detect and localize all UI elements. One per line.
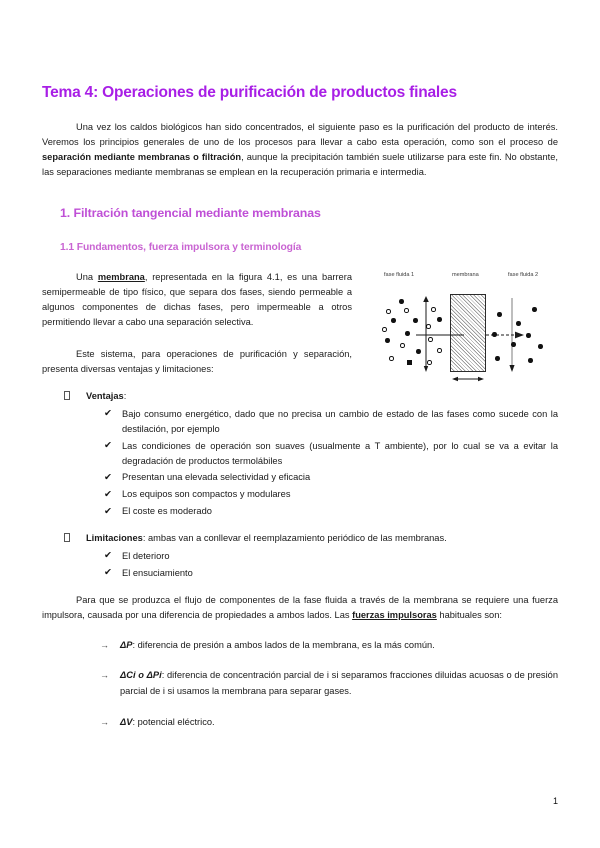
particle-dot — [382, 327, 387, 332]
particle-dot — [407, 360, 412, 365]
particle-dot — [538, 344, 543, 349]
particle-dot — [400, 343, 405, 348]
list-item-ventajas — [64, 389, 558, 519]
advantage-text: Bajo consumo energético, dado que no precisa un cambio de estado de las fases como sucede con la destilación, por ejemplo — [122, 408, 558, 434]
advantage-text: Los equipos son compactos y modulares — [122, 489, 291, 500]
particle-dot — [437, 317, 442, 322]
system-paragraph: Este sistema, para operaciones de purificación y separación, presenta diversas ventajas y limitaciones: — [42, 348, 352, 375]
check-bullet-icon: ✔ — [104, 505, 112, 517]
particle-dot — [426, 324, 431, 329]
list-item — [100, 715, 558, 731]
list-item — [104, 487, 558, 502]
square-bullet-icon — [64, 533, 70, 542]
particle-dot — [385, 338, 390, 343]
limitation-text: El deterioro — [122, 550, 170, 561]
advantage-text: El coste es moderado — [122, 506, 212, 517]
particle-dot — [416, 349, 421, 354]
limitaciones-rest: : ambas van a conllevar el reemplazamiento periódico de las membranas. — [142, 533, 447, 544]
arrow-bullet-icon: → — [100, 716, 109, 727]
list-item-limitaciones — [64, 531, 558, 581]
check-bullet-icon: ✔ — [104, 408, 112, 420]
limitation-text: El ensuciamiento — [122, 567, 193, 578]
limitaciones-label: Limitaciones — [86, 533, 143, 544]
arrow-bullet-icon: → — [100, 639, 109, 650]
particle-dot — [413, 318, 418, 323]
figure-body — [380, 286, 566, 386]
force-description: : potencial eléctrico. — [132, 716, 215, 727]
advantages-limitations-list — [42, 389, 558, 581]
particle-dot — [405, 331, 410, 336]
list-item — [104, 549, 558, 564]
list-item — [104, 470, 558, 485]
flow-direction-arrow-icon — [416, 331, 528, 339]
square-bullet-icon — [64, 391, 70, 400]
driving-forces-paragraph — [42, 593, 558, 623]
force-symbol: ΔCi o ΔPi — [120, 670, 162, 681]
force-symbol: ΔV — [120, 716, 133, 727]
left-column-text — [42, 270, 352, 377]
fuerzas-impulsoras-term: fuerzas impulsoras — [352, 609, 437, 620]
particle-dot — [516, 321, 521, 326]
force-description: : diferencia de concentración parcial de i si separamos fracciones diluidas acuosas o de presión parcial de i si usamos la membrana para separar gases. — [120, 670, 558, 696]
figure-4-1-membrane-diagram — [380, 272, 566, 390]
ventajas-label: Ventajas — [86, 391, 124, 402]
figure-label-membrana: membrana — [452, 272, 479, 278]
membrane-thickness-arrow-icon — [450, 376, 486, 384]
particle-dot — [528, 358, 533, 363]
ventajas-colon: : — [123, 391, 127, 402]
page-number: 1 — [552, 796, 558, 806]
particle-dot — [386, 309, 391, 314]
particle-dot — [492, 332, 497, 337]
figure-label-fase-fluida-2: fase fluida 2 — [508, 272, 539, 278]
particle-dot — [389, 356, 394, 361]
driving-forces-list — [42, 638, 558, 730]
force-symbol: ΔP — [120, 639, 133, 650]
check-bullet-icon: ✔ — [104, 488, 112, 500]
check-bullet-icon: ✔ — [104, 471, 112, 483]
advantage-text: Las condiciones de operación son suaves (usualmente a T ambiente), por lo cual se va a evitar la degradación de productos termolábiles — [122, 440, 558, 466]
check-bullet-icon: ✔ — [104, 550, 112, 562]
membrana-term: membrana — [97, 271, 145, 282]
list-item — [104, 439, 558, 469]
list-item — [104, 504, 558, 519]
driving-text-part2: habituales son: — [436, 609, 502, 620]
particle-dot — [437, 348, 442, 353]
subsection-heading-1-1: 1.1 Fundamentos, fuerza impulsora y terminología — [60, 241, 302, 253]
check-bullet-icon: ✔ — [104, 567, 112, 579]
intro-text-part2: , aunque la precipitación también suele utilizarse para este fin. No obstante, las separaciones mediante membranas se emplean en la recuperación primaria e intermedia. — [42, 151, 558, 177]
driving-text-part1: Para que se produzca el flujo de componentes de la fase fluida a través de la membrana se requiere una fuerza impulsora, causada por una diferencia de propiedades a ambos lados. Las — [42, 594, 558, 620]
figure-label-fase-fluida-1: fase fluida 1 — [384, 272, 415, 278]
list-item — [100, 638, 558, 654]
particle-dot — [391, 318, 396, 323]
intro-paragraph — [42, 120, 558, 180]
particle-dot — [399, 299, 404, 304]
particle-dot — [428, 337, 433, 342]
membrane-text-part2: , representada en la figura 4.1, es una barrera semipermeable de tipo físico, que separa dos fases, siendo permeable a algunos componentes de dichas fases, pero impermeable a otros permitiendo llevar a cabo una separación selectiva. — [42, 271, 352, 327]
particle-dot — [431, 307, 436, 312]
list-item — [100, 668, 558, 699]
list-item — [104, 407, 558, 437]
advantages-sublist — [86, 407, 558, 519]
intro-text-part1: Una vez los caldos biológicos han sido concentrados, el siguiente paso es la purificación del producto de interés. Veremos los principios generales de uno de los procesos para llevar a cabo esta operación, como son el proceso de — [42, 121, 558, 147]
page-title: Tema 4: Operaciones de purificación de productos finales — [42, 84, 457, 101]
particle-dot — [511, 342, 516, 347]
arrow-bullet-icon: → — [100, 670, 109, 681]
figure-labels — [380, 272, 566, 286]
advantage-text: Presentan una elevada selectividad y eficacia — [122, 472, 311, 483]
check-bullet-icon: ✔ — [104, 440, 112, 452]
force-description: : diferencia de presión a ambos lados de la membrana, es la más común. — [132, 639, 435, 650]
intro-bold-phrase: separación mediante membranas o filtración — [42, 151, 242, 162]
particle-dot — [427, 360, 432, 365]
particle-dot — [495, 356, 500, 361]
membrane-definition-paragraph — [42, 270, 352, 330]
particle-dot — [404, 308, 409, 313]
membrane-text-part1: Una — [76, 271, 98, 282]
particle-dot — [497, 312, 502, 317]
list-item — [104, 566, 558, 581]
particle-dot — [532, 307, 537, 312]
section-heading-1: 1. Filtración tangencial mediante membranas — [60, 205, 321, 220]
particle-dot — [526, 333, 531, 338]
limitations-sublist — [86, 549, 558, 581]
